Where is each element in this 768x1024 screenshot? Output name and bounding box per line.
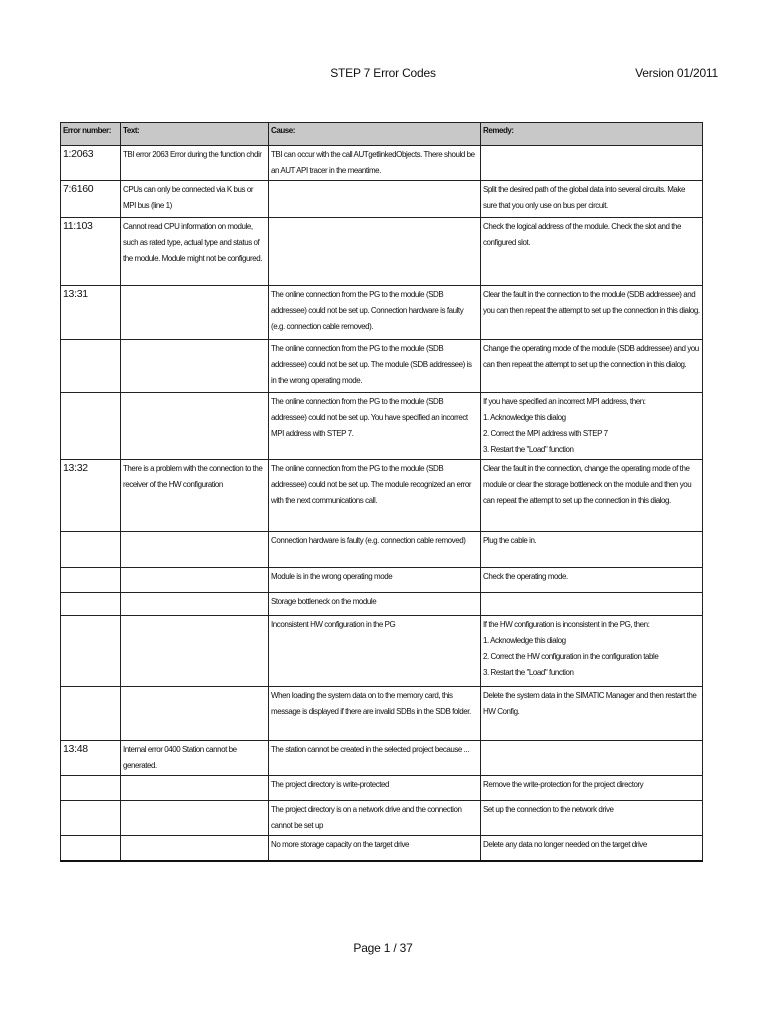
text-cell [121,340,269,393]
remedy-cell: Delete any data no longer needed on the target drive [481,836,703,861]
table-header-row [61,123,703,146]
text-cell [121,776,269,801]
remedy-cell: Change the operating mode of the module (SDB addressee) and you can then repeat the attempt to set up the connection in this dialog. [481,340,703,393]
cause-cell [269,181,481,218]
remedy-cell [481,593,703,616]
cause-cell [269,218,481,286]
column-header-error-number: Error number: [61,123,121,146]
table-row [61,218,703,286]
error-number-cell [61,616,121,687]
table-row [61,593,703,616]
remedy-cell: If the HW configuration is inconsistent in the PG, then: 1. Acknowledge this dialog 2. Correct the HW configuration in the configuration table 3. Restart the "Load" function [481,616,703,687]
remedy-cell: Delete the system data in the SIMATIC Manager and then restart the HW Config. [481,687,703,741]
cause-cell: The project directory is write-protected [269,776,481,801]
error-number-cell [61,687,121,741]
remedy-cell: Set up the connection to the network drive [481,801,703,836]
text-cell: Internal error 0400 Station cannot be generated. [121,741,269,776]
text-cell [121,593,269,616]
text-cell [121,836,269,861]
remedy-cell: If you have specified an incorrect MPI address, then: 1. Acknowledge this dialog 2. Correct the MPI address with STEP 7 3. Restart the "Load" function [481,393,703,460]
cause-cell: The project directory is on a network drive and the connection cannot be set up [269,801,481,836]
cause-cell: The online connection from the PG to the module (SDB addressee) could not be set up. The module (SDB addressee) is in the wrong operating mode. [269,340,481,393]
text-cell: Cannot read CPU information on module, such as rated type, actual type and status of the module. Module might not be configured. [121,218,269,286]
remedy-cell [481,146,703,181]
table-row [61,393,703,460]
cause-cell: Module is in the wrong operating mode [269,568,481,593]
text-cell [121,568,269,593]
cause-cell: The online connection from the PG to the module (SDB addressee) could not be set up. You have specified an incorrect MPI address with STEP 7. [269,393,481,460]
error-codes-table [60,122,703,862]
table-row [61,146,703,181]
remedy-cell: Plug the cable in. [481,532,703,568]
text-cell [121,687,269,741]
remedy-cell: Check the operating mode. [481,568,703,593]
document-title: STEP 7 Error Codes [330,66,436,80]
text-cell: There is a problem with the connection to the receiver of the HW configuration [121,460,269,532]
error-number-cell: 11:103 [61,218,121,286]
cause-cell: The station cannot be created in the selected project because ... [269,741,481,776]
error-number-cell: 13:31 [61,286,121,340]
table-row [61,687,703,741]
table-row [61,776,703,801]
error-number-cell [61,340,121,393]
column-header-cause: Cause: [269,123,481,146]
text-cell: TBI error 2063 Error during the function chdir [121,146,269,181]
error-number-cell: 7:6160 [61,181,121,218]
error-number-cell [61,801,121,836]
error-number-cell [61,568,121,593]
text-cell [121,393,269,460]
error-number-cell [61,593,121,616]
cause-cell: Inconsistent HW configuration in the PG [269,616,481,687]
table-row [61,616,703,687]
cause-cell: Storage bottleneck on the module [269,593,481,616]
error-number-cell [61,776,121,801]
table-row [61,836,703,861]
table-row [61,340,703,393]
cause-cell: The online connection from the PG to the module (SDB addressee) could not be set up. Connection hardware is faulty (e.g. connection cable removed). [269,286,481,340]
text-cell: CPUs can only be connected via K bus or MPI bus (line 1) [121,181,269,218]
remedy-cell [481,741,703,776]
error-number-cell [61,836,121,861]
cause-cell: TBI can occur with the call AUTgetlinkedObjects. There should be an AUT API tracer in the meantime. [269,146,481,181]
document-version: Version 01/2011 [635,66,718,80]
table-row [61,181,703,218]
table-row [61,801,703,836]
text-cell [121,532,269,568]
table-row [61,741,703,776]
error-number-cell: 1:2063 [61,146,121,181]
remedy-cell: Clear the fault in the connection, change the operating mode of the module or clear the storage bottleneck on the module and then you can repeat the attempt to set up the connection in this dialog. [481,460,703,532]
cause-cell: The online connection from the PG to the module (SDB addressee) could not be set up. The module recognized an error with the next communications call. [269,460,481,532]
remedy-cell: Remove the write-protection for the project directory [481,776,703,801]
error-number-cell: 13:48 [61,741,121,776]
text-cell [121,286,269,340]
cause-cell: Connection hardware is faulty (e.g. connection cable removed) [269,532,481,568]
error-number-cell: 13:32 [61,460,121,532]
page-number: Page 1 / 37 [353,941,413,955]
error-number-cell [61,393,121,460]
table-row [61,286,703,340]
table-row [61,460,703,532]
text-cell [121,616,269,687]
table-row [61,568,703,593]
remedy-cell: Clear the fault in the connection to the module (SDB addressee) and you can then repeat the attempt to set up the connection in this dialog. [481,286,703,340]
text-cell [121,801,269,836]
cause-cell: No more storage capacity on the target drive [269,836,481,861]
column-header-remedy: Remedy: [481,123,703,146]
cause-cell: When loading the system data on to the memory card, this message is displayed if there are invalid SDBs in the SDB folder. [269,687,481,741]
remedy-cell: Check the logical address of the module. Check the slot and the configured slot. [481,218,703,286]
remedy-cell: Split the desired path of the global data into several circuits. Make sure that you only use on bus per circuit. [481,181,703,218]
table-row [61,532,703,568]
column-header-text: Text: [121,123,269,146]
error-number-cell [61,532,121,568]
